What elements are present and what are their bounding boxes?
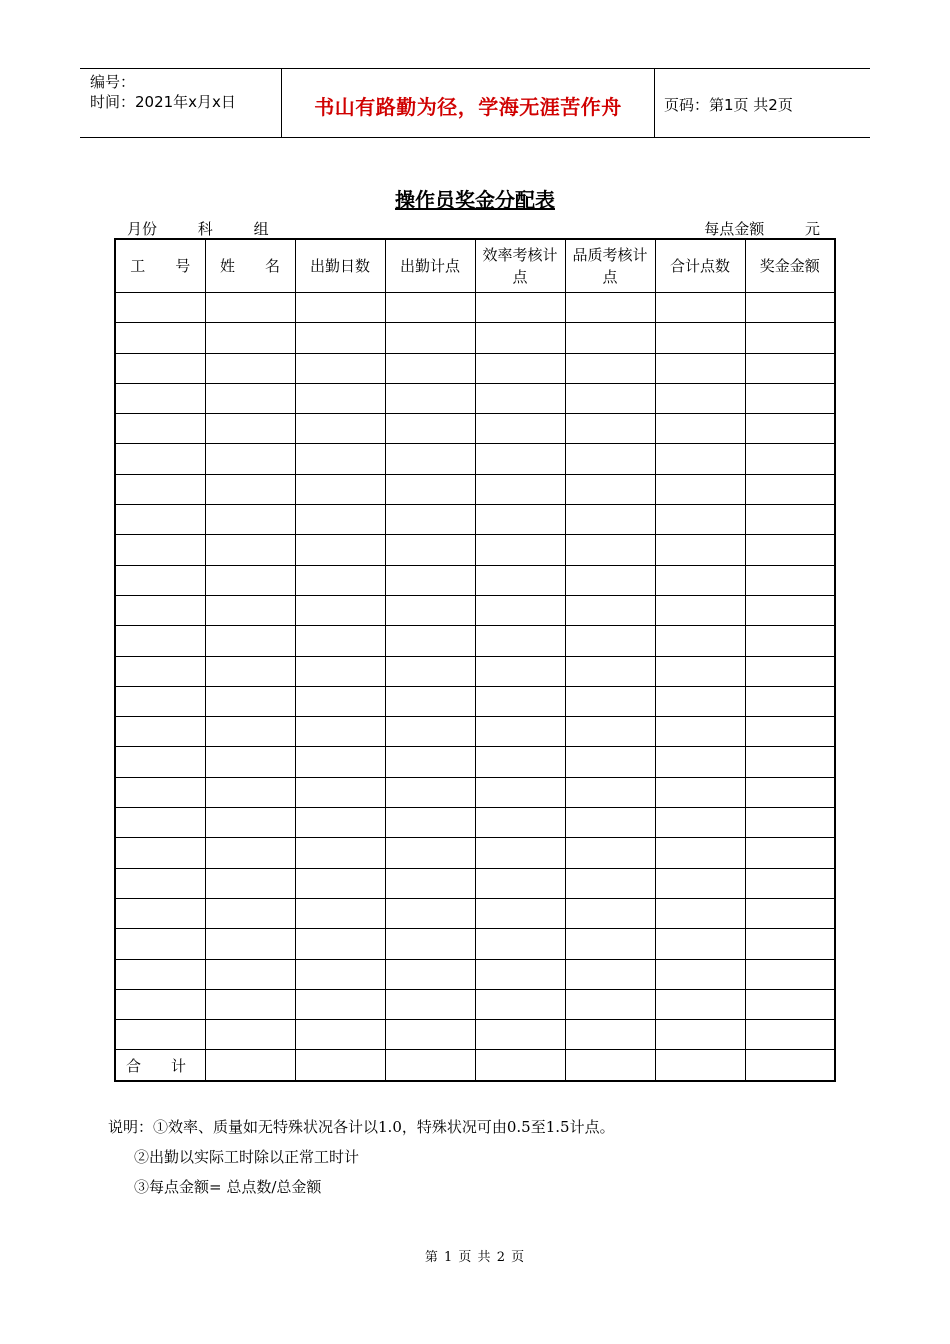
table-cell[interactable] [745,293,835,323]
table-cell[interactable] [655,868,745,898]
table-cell[interactable] [385,353,475,383]
meta-month: 月份 [127,220,158,238]
table-cell[interactable] [385,595,475,625]
table-cell[interactable] [205,898,295,928]
table-cell[interactable] [385,868,475,898]
table-cell[interactable] [655,717,745,747]
header-attendance-points: 出勤计点 [385,239,475,293]
table-cell[interactable] [565,838,655,868]
table-cell[interactable] [745,808,835,838]
bonus-table [114,238,836,1082]
table-row [115,989,835,1019]
table-cell[interactable] [115,505,205,535]
table-cell[interactable] [205,868,295,898]
table-row [115,808,835,838]
table-cell[interactable] [475,474,565,504]
table-cell[interactable] [385,838,475,868]
header-page-info: 页码：第1页 共2页 [664,96,793,114]
table-cell[interactable] [295,777,385,807]
header-quality-points: 品质考核计点 [565,239,655,293]
table-cell[interactable] [655,959,745,989]
table-cell[interactable] [655,595,745,625]
table-cell[interactable] [655,414,745,444]
table-cell[interactable] [745,989,835,1019]
table-cell[interactable] [115,989,205,1019]
table-cell[interactable] [385,323,475,353]
table-cell[interactable] [115,808,205,838]
table-cell[interactable] [655,505,745,535]
table-cell[interactable] [745,747,835,777]
table-cell[interactable] [745,474,835,504]
table-cell[interactable] [655,777,745,807]
table-cell[interactable] [205,717,295,747]
table-cell[interactable] [205,293,295,323]
table-cell[interactable] [385,898,475,928]
note-item: ②出勤以实际工时除以正常工时计 [134,1148,360,1166]
table-cell[interactable] [205,444,295,474]
table-cell[interactable] [205,323,295,353]
table-cell[interactable] [475,565,565,595]
table-cell[interactable] [745,595,835,625]
table-cell[interactable] [205,656,295,686]
table-cell[interactable] [115,535,205,565]
table-cell[interactable] [745,353,835,383]
table-cell[interactable] [565,959,655,989]
table-cell[interactable] [565,686,655,716]
table-cell[interactable] [205,808,295,838]
table-cell[interactable] [385,474,475,504]
table-row [115,474,835,504]
table-cell[interactable] [475,838,565,868]
table-cell[interactable] [295,474,385,504]
table-row [115,323,835,353]
table-cell[interactable] [295,595,385,625]
table-cell[interactable] [475,353,565,383]
table-cell[interactable] [565,323,655,353]
table-cell[interactable] [205,626,295,656]
table-cell[interactable] [115,717,205,747]
table-cell[interactable] [745,444,835,474]
table-cell[interactable] [385,747,475,777]
table-cell[interactable] [655,1050,745,1081]
table-cell[interactable] [475,989,565,1019]
table-cell[interactable] [205,777,295,807]
table-row [115,505,835,535]
table-row [115,1020,835,1050]
table-row [115,747,835,777]
table-cell[interactable] [655,656,745,686]
header-left [90,72,236,112]
table-cell[interactable] [205,838,295,868]
table-cell[interactable] [295,626,385,656]
table-cell[interactable] [565,777,655,807]
table-cell[interactable] [565,989,655,1019]
table-cell[interactable] [745,383,835,413]
table-cell[interactable] [655,293,745,323]
table-row [115,565,835,595]
notes [108,1112,615,1202]
table-cell[interactable] [295,323,385,353]
table-cell[interactable] [565,626,655,656]
table-cell[interactable] [205,959,295,989]
table-cell[interactable] [475,293,565,323]
table-cell[interactable] [565,929,655,959]
table-cell[interactable] [475,808,565,838]
table-cell[interactable] [295,565,385,595]
table-cell[interactable] [205,565,295,595]
table-cell[interactable] [115,565,205,595]
table-cell[interactable] [655,989,745,1019]
table-cell[interactable] [295,959,385,989]
table-cell[interactable] [475,898,565,928]
table-cell[interactable] [295,293,385,323]
table-row [115,414,835,444]
table-cell[interactable] [205,383,295,413]
table-cell[interactable] [205,1050,295,1081]
table-cell[interactable] [385,444,475,474]
header-employee-id: 工 号 [115,239,205,293]
table-cell[interactable] [385,808,475,838]
table-cell[interactable] [115,626,205,656]
table-cell[interactable] [565,656,655,686]
table-cell[interactable] [655,898,745,928]
table-cell[interactable] [295,898,385,928]
table-cell[interactable] [745,929,835,959]
table-cell[interactable] [295,353,385,383]
table-cell[interactable] [115,444,205,474]
table-cell[interactable] [475,323,565,353]
table-cell[interactable] [115,353,205,383]
header-divider [654,69,655,137]
table-cell[interactable] [475,959,565,989]
table-cell[interactable] [205,414,295,444]
table-cell[interactable] [475,929,565,959]
table-cell[interactable] [295,686,385,716]
table-row [115,383,835,413]
table-cell[interactable] [565,565,655,595]
table-cell[interactable] [475,383,565,413]
table-cell[interactable] [205,353,295,383]
table-cell[interactable] [295,656,385,686]
table-cell[interactable] [385,565,475,595]
table-row [115,626,835,656]
table-cell[interactable] [115,414,205,444]
note-item: ③每点金额= 总点数/总金额 [134,1178,322,1196]
table-cell[interactable] [205,474,295,504]
total-row [115,1050,835,1081]
table-cell[interactable] [655,1020,745,1050]
table-cell[interactable] [205,535,295,565]
table-cell[interactable] [295,808,385,838]
table-cell[interactable] [295,505,385,535]
table-cell[interactable] [385,959,475,989]
table-cell[interactable] [565,505,655,535]
table-cell[interactable] [655,383,745,413]
table-row [115,656,835,686]
table-cell[interactable] [295,444,385,474]
table-row [115,535,835,565]
table-cell[interactable] [115,838,205,868]
table-row [115,777,835,807]
table-cell[interactable] [115,929,205,959]
table-cell[interactable] [745,959,835,989]
table-cell[interactable] [115,747,205,777]
meta-group: 组 [253,220,269,238]
table-cell[interactable] [745,717,835,747]
header-attendance-days: 出勤日数 [295,239,385,293]
table-cell[interactable] [385,717,475,747]
table-cell[interactable] [745,686,835,716]
meta-right [704,218,820,239]
table-cell[interactable] [655,747,745,777]
table-cell[interactable] [745,838,835,868]
meta-section: 科 [197,220,213,238]
table-cell[interactable] [745,898,835,928]
table-cell[interactable] [475,868,565,898]
table-cell[interactable] [475,626,565,656]
table-row [115,868,835,898]
table-row [115,959,835,989]
table-cell[interactable] [475,505,565,535]
table-cell[interactable] [115,474,205,504]
header-efficiency-points: 效率考核计点 [475,239,565,293]
table-cell[interactable] [655,353,745,383]
table-cell[interactable] [475,717,565,747]
table-row [115,717,835,747]
table-cell[interactable] [385,535,475,565]
table-cell[interactable] [385,414,475,444]
total-label: 合 计 [115,1050,205,1081]
table-cell[interactable] [565,898,655,928]
table-row [115,353,835,383]
table-cell[interactable] [565,353,655,383]
table-cell[interactable] [745,505,835,535]
table-cell[interactable] [385,686,475,716]
table-cell[interactable] [115,898,205,928]
table-cell[interactable] [205,929,295,959]
table-cell[interactable] [295,1050,385,1081]
table-cell[interactable] [475,686,565,716]
table-cell[interactable] [655,626,745,656]
table-cell[interactable] [385,626,475,656]
table-cell[interactable] [295,414,385,444]
table-cell[interactable] [745,565,835,595]
meta-currency: 元 [804,220,820,238]
table-cell[interactable] [115,323,205,353]
table-cell[interactable] [745,414,835,444]
table-cell[interactable] [565,293,655,323]
table-cell[interactable] [565,414,655,444]
table-cell[interactable] [115,959,205,989]
note-item: 说明：①效率、质量如无特殊状况各计以1.0，特殊状况可由0.5至1.5计点。 [108,1118,615,1136]
date-label: 时间：2021年x月x日 [90,93,236,111]
header-bonus-amount: 奖金金额 [745,239,835,293]
table-cell[interactable] [385,1050,475,1081]
table-cell[interactable] [475,1020,565,1050]
page-footer: 第 1 页 共 2 页 [424,1250,526,1265]
table-cell[interactable] [745,777,835,807]
header-motto: 书山有路勤为径，学海无涯苦作舟 [314,95,622,119]
table-cell[interactable] [565,868,655,898]
table-cell[interactable] [115,868,205,898]
table-cell[interactable] [115,595,205,625]
table-cell[interactable] [745,323,835,353]
table-cell[interactable] [295,535,385,565]
table-cell[interactable] [655,686,745,716]
table-cell[interactable] [745,1020,835,1050]
table-cell[interactable] [295,747,385,777]
table-cell[interactable] [745,868,835,898]
table-cell[interactable] [115,686,205,716]
table-row [115,838,835,868]
table-cell[interactable] [475,595,565,625]
table-cell[interactable] [565,747,655,777]
table-cell[interactable] [115,656,205,686]
table-row [115,929,835,959]
table-cell[interactable] [385,989,475,1019]
table-cell[interactable] [295,383,385,413]
table-cell[interactable] [295,989,385,1019]
table-cell[interactable] [295,838,385,868]
table-cell[interactable] [295,868,385,898]
table-cell[interactable] [565,595,655,625]
table-cell[interactable] [565,444,655,474]
table-cell[interactable] [205,686,295,716]
table-cell[interactable] [655,929,745,959]
table-cell[interactable] [655,808,745,838]
table-cell[interactable] [745,1050,835,1081]
page-header [80,68,870,138]
table-cell[interactable] [205,989,295,1019]
meta-point-amount: 每点金额 [704,220,765,238]
table-cell[interactable] [475,444,565,474]
table-cell[interactable] [475,535,565,565]
table-cell[interactable] [385,293,475,323]
table-cell[interactable] [115,777,205,807]
table-cell[interactable] [385,1020,475,1050]
table-cell[interactable] [385,656,475,686]
table-cell[interactable] [655,474,745,504]
table-cell[interactable] [475,747,565,777]
table-cell[interactable] [295,929,385,959]
table-cell[interactable] [205,1020,295,1050]
table-row [115,898,835,928]
table-cell[interactable] [475,414,565,444]
header-total-points: 合计点数 [655,239,745,293]
table-cell[interactable] [655,838,745,868]
table-cell[interactable] [565,383,655,413]
table-body [115,293,835,1082]
table-cell[interactable] [655,565,745,595]
table-row [115,444,835,474]
table-row [115,595,835,625]
table-cell[interactable] [115,293,205,323]
table-cell[interactable] [745,535,835,565]
table-cell[interactable] [565,474,655,504]
table-row [115,686,835,716]
header-name: 姓 名 [205,239,295,293]
table-cell[interactable] [205,505,295,535]
table-cell[interactable] [565,717,655,747]
table-cell[interactable] [295,717,385,747]
table-cell[interactable] [745,626,835,656]
table-cell[interactable] [475,656,565,686]
table-cell[interactable] [565,808,655,838]
table-cell[interactable] [115,1020,205,1050]
document-title: 操作员奖金分配表 [395,188,555,212]
table-cell[interactable] [475,777,565,807]
table-cell[interactable] [475,1050,565,1081]
table-row [115,293,835,323]
table-cell[interactable] [655,444,745,474]
table-cell[interactable] [385,929,475,959]
table-cell[interactable] [115,383,205,413]
table-cell[interactable] [655,535,745,565]
table-header-row [115,239,835,293]
meta-left [127,218,305,239]
table-cell[interactable] [385,777,475,807]
table-cell[interactable] [565,535,655,565]
table-cell[interactable] [745,656,835,686]
table-cell[interactable] [565,1050,655,1081]
table-cell[interactable] [385,505,475,535]
table-cell[interactable] [295,1020,385,1050]
serial-label: 编号： [90,73,136,91]
table-cell[interactable] [655,323,745,353]
table-cell[interactable] [565,1020,655,1050]
table-cell[interactable] [205,595,295,625]
table-cell[interactable] [385,383,475,413]
table-cell[interactable] [205,747,295,777]
